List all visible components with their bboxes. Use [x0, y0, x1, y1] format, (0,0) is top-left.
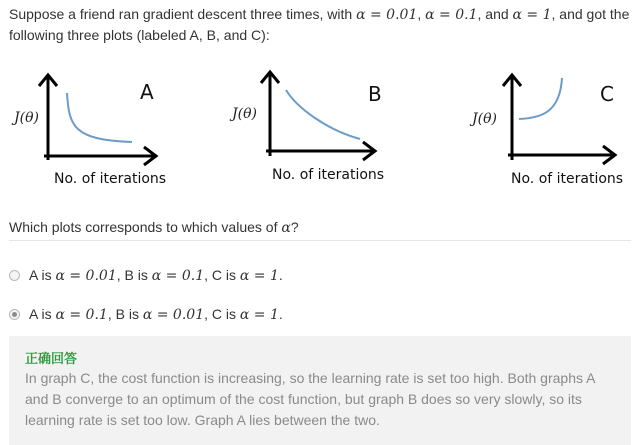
option-2-alpha-a: α = 0.1: [55, 307, 108, 323]
plot-c-cost-curve: [519, 78, 562, 119]
question-text: [9, 219, 299, 236]
plot-a-xlabel: No. of iterations: [54, 171, 167, 187]
option-1-label: [29, 267, 283, 284]
plot-a-letter: A: [140, 80, 154, 104]
option-1-text-b: , B is: [116, 267, 152, 283]
option-2-text-c: , C is: [204, 306, 240, 322]
option-1-text-a: A is: [29, 267, 56, 283]
option-2-alpha-c: α = 1: [239, 307, 279, 323]
option-1-alpha-a: α = 0.01: [55, 268, 117, 284]
alpha-value-3: α = 1: [512, 7, 552, 23]
option-2-text-b: , B is: [107, 306, 143, 322]
radio-button-option-1[interactable]: [9, 270, 20, 281]
divider: [9, 240, 631, 241]
answer-option-1[interactable]: [9, 267, 283, 284]
question-label: Which plots corresponds to which values of: [9, 219, 282, 235]
plot-a-cost-curve: [67, 93, 132, 142]
plot-a-ylabel: J(θ): [14, 110, 39, 126]
plot-c-letter: C: [600, 82, 614, 106]
alpha-value-2: α = 0.1: [425, 7, 478, 23]
option-1-alpha-c: α = 1: [239, 268, 279, 284]
intro-text-1: Suppose a friend ran gradient descent three times, with: [9, 6, 357, 22]
question-intro: [9, 4, 637, 45]
plot-a: [14, 72, 167, 192]
option-1-end: .: [278, 267, 283, 283]
intro-sep-1: ,: [417, 6, 426, 22]
feedback-box: [9, 336, 631, 445]
option-2-label: [29, 306, 283, 323]
option-1-alpha-b: α = 0.1: [151, 268, 205, 284]
plot-b-cost-curve: [286, 90, 360, 139]
alpha-value-1: α = 0.01: [356, 7, 418, 23]
option-1-text-c: , C is: [204, 267, 240, 283]
option-2-text-a: A is: [29, 306, 56, 322]
radio-button-option-2[interactable]: [9, 309, 20, 320]
plot-c: [472, 72, 627, 192]
intro-text-2: , and got the following three plots (labeled A, B, and C):: [9, 6, 630, 43]
answer-option-2[interactable]: [9, 306, 283, 323]
plot-c-xlabel: No. of iterations: [511, 171, 624, 187]
feedback-explanation: In graph C, the cost function is increasing, so the learning rate is set too high. Both graphs A and B converge to an optimum of the cost function, but graph B does so very slowly, so its learning rate is set too low. Graph A lies between the two.: [25, 370, 595, 428]
intro-sep-2: , and: [477, 6, 513, 22]
plot-b-ylabel: J(θ): [232, 106, 257, 122]
option-2-alpha-b: α = 0.01: [142, 307, 205, 323]
plot-b-xlabel: No. of iterations: [272, 167, 385, 183]
plot-c-ylabel: J(θ): [472, 111, 497, 127]
plot-b: [232, 68, 387, 188]
correct-answer-status: 正确回答: [25, 351, 78, 366]
question-alpha: α: [281, 220, 291, 236]
option-2-end: .: [278, 306, 283, 322]
question-end: ?: [290, 219, 299, 235]
plot-b-letter: B: [368, 82, 382, 106]
